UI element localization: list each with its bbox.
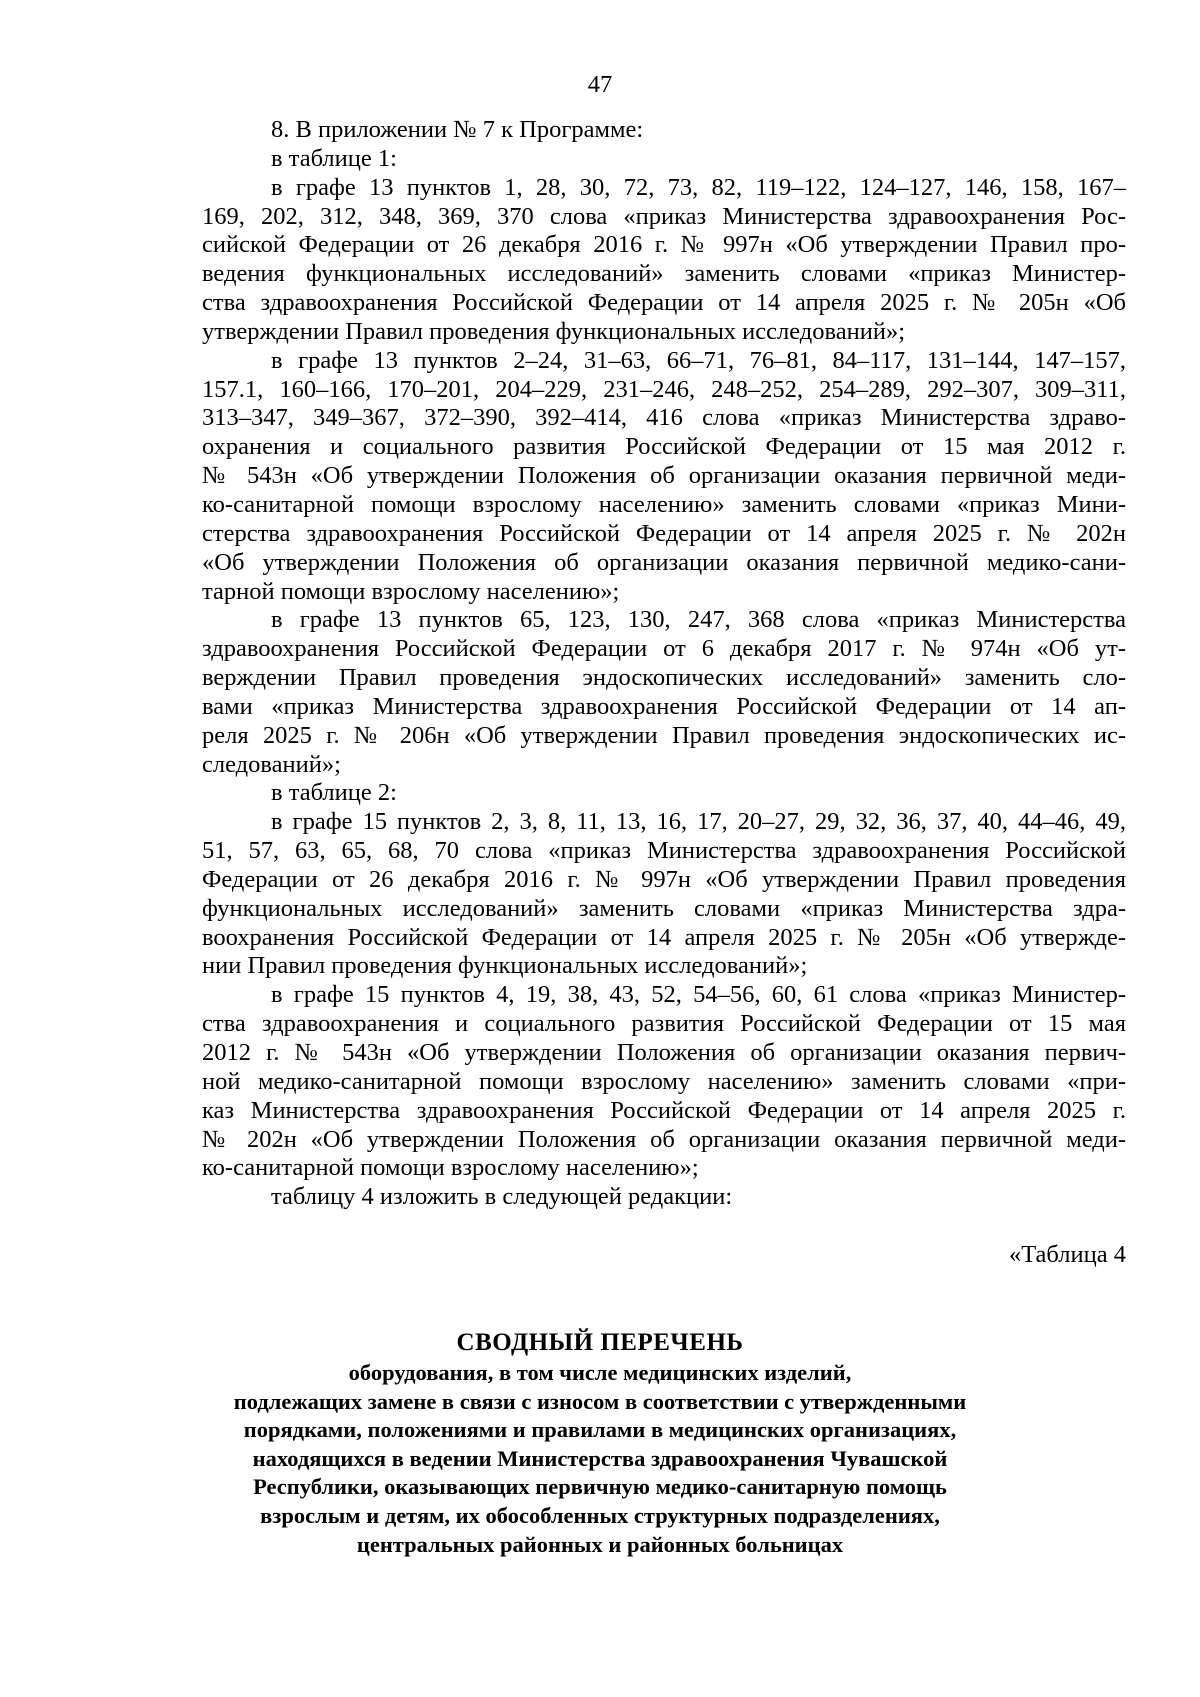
table-subtitle-line: подлежащих замене в связи с износом в соответствии с утвержденными (233, 1388, 967, 1414)
document-body (202, 116, 1126, 1270)
spacer (202, 1212, 1126, 1241)
paragraph-line: в графе 13 пунктов 1, 28, 30, 72, 73, 82, 119–122, 124–127, 146, 158, 167– (271, 173, 1126, 201)
paragraph-line: в графе 15 пунктов 2, 3, 8, 11, 13, 16, 17, 20–27, 29, 32, 36, 37, 40, 44–46, 49, (271, 808, 1126, 836)
paragraph-line: реля 2025 г. № 206н «Об утверждении Правил проведения эндоскопических ис- (202, 721, 1126, 749)
paragraph-line: каз Министерства здравоохранения Российской Федерации от 14 апреля 2025 г. (202, 1096, 1126, 1124)
paragraph-line: верждении Правил проведения эндоскопических исследований» заменить сло- (202, 664, 1126, 692)
paragraph-line: сийской Федерации от 26 декабря 2016 г. № 997н «Об утверждении Правил про- (202, 231, 1126, 259)
paragraph-line: 2012 г. № 543н «Об утверждении Положения об организации оказания первич- (202, 1039, 1126, 1066)
table-subtitle-line: центральных районных и районных больницах (356, 1531, 844, 1557)
table-subtitle-line: Республики, оказывающих первичную медико-санитарную помощь (253, 1474, 947, 1500)
paragraph-line: охранения и социального развития Российской Федерации от 15 мая 2012 г. (202, 433, 1126, 461)
paragraph-line: № 543н «Об утверждении Положения об организации оказания первичной меди- (202, 462, 1126, 490)
paragraph-line: 157.1, 160–166, 170–201, 204–229, 231–246, 248–252, 254–289, 292–307, 309–311, (202, 375, 1126, 403)
table-title: СВОДНЫЙ ПЕРЕЧЕНЬ (456, 1329, 744, 1356)
paragraph-line: стерства здравоохранения Российской Федерации от 14 апреля 2025 г. № 202н (202, 519, 1126, 547)
paragraph-line: в графе 15 пунктов 4, 19, 38, 43, 52, 54–56, 60, 61 слова «приказ Министер- (271, 981, 1126, 1009)
paragraph-line: в таблице 1: (271, 144, 397, 172)
paragraph-line: ко-санитарной помощи взрослому населению»; (202, 1154, 699, 1182)
paragraph-line: 51, 57, 63, 65, 68, 70 слова «приказ Министерства здравоохранения Российской (202, 837, 1126, 865)
paragraph-line: ной медико-санитарной помощи взрослому населению» заменить словами «при- (202, 1067, 1126, 1095)
paragraph-line: ства здравоохранения Российской Федерации от 14 апреля 2025 г. № 205н «Об (202, 289, 1126, 317)
table-subtitle-line: оборудования, в том числе медицинских изделий, (348, 1360, 852, 1385)
paragraph-line: в таблице 2: (271, 779, 397, 807)
paragraph-line: вами «приказ Министерства здравоохранения Российской Федерации от 14 ап- (202, 692, 1126, 720)
paragraph-line: тарной помощи взрослому населению»; (202, 577, 620, 605)
paragraph-line: воохранения Российской Федерации от 14 апреля 2025 г. № 205н «Об утвержде- (202, 923, 1126, 951)
table-title-block (0, 1328, 1200, 1559)
table-subtitle-line: порядками, положениями и правилами в медицинских организациях, (243, 1417, 957, 1443)
paragraph-line: 313–347, 349–367, 372–390, 392–414, 416 слова «приказ Министерства здраво- (202, 404, 1126, 432)
paragraph-line: ко-санитарной помощи взрослому населению» заменить словами «приказ Мини- (202, 490, 1126, 518)
paragraph-line: 8. В приложении № 7 к Программе: (271, 116, 644, 143)
paragraph-line: нии Правил проведения функциональных исследований»; (202, 952, 808, 980)
paragraph-line: утверждении Правил проведения функциональных исследований»; (202, 317, 906, 345)
paragraph-line: ства здравоохранения и социального развития Российской Федерации от 15 мая (202, 1010, 1126, 1038)
paragraph-line: следований»; (202, 750, 341, 778)
page-number: 47 (587, 71, 613, 98)
table-subtitle-line: находящихся в ведении Министерства здравоохранения Чувашской (252, 1445, 948, 1471)
paragraph-line: № 202н «Об утверждении Положения об организации оказания первичной меди- (202, 1125, 1126, 1153)
paragraph-line: ведения функциональных исследований» заменить словами «приказ Министер- (202, 260, 1126, 288)
paragraph-line: «Об утверждении Положения об организации оказания первичной медико-сани- (202, 548, 1126, 576)
paragraph-line: в графе 13 пунктов 2–24, 31–63, 66–71, 76–81, 84–117, 131–144, 147–157, (271, 346, 1126, 374)
paragraph-line: таблицу 4 изложить в следующей редакции: (271, 1183, 733, 1211)
paragraph-line: функциональных исследований» заменить словами «приказ Министерства здра- (202, 894, 1126, 922)
table-subtitle-line: взрослым и детям, их обособленных структурных подразделениях, (260, 1502, 940, 1528)
table-caption: «Таблица 4 (1008, 1240, 1126, 1268)
paragraph-line: здравоохранения Российской Федерации от 6 декабря 2017 г. № 974н «Об ут- (202, 635, 1126, 663)
paragraph-line: в графе 13 пунктов 65, 123, 130, 247, 368 слова «приказ Министерства (271, 606, 1126, 634)
paragraph-line: Федерации от 26 декабря 2016 г. № 997н «Об утверждении Правил проведения (202, 865, 1126, 893)
paragraph-line: 169, 202, 312, 348, 369, 370 слова «приказ Министерства здравоохранения Рос- (202, 202, 1126, 230)
